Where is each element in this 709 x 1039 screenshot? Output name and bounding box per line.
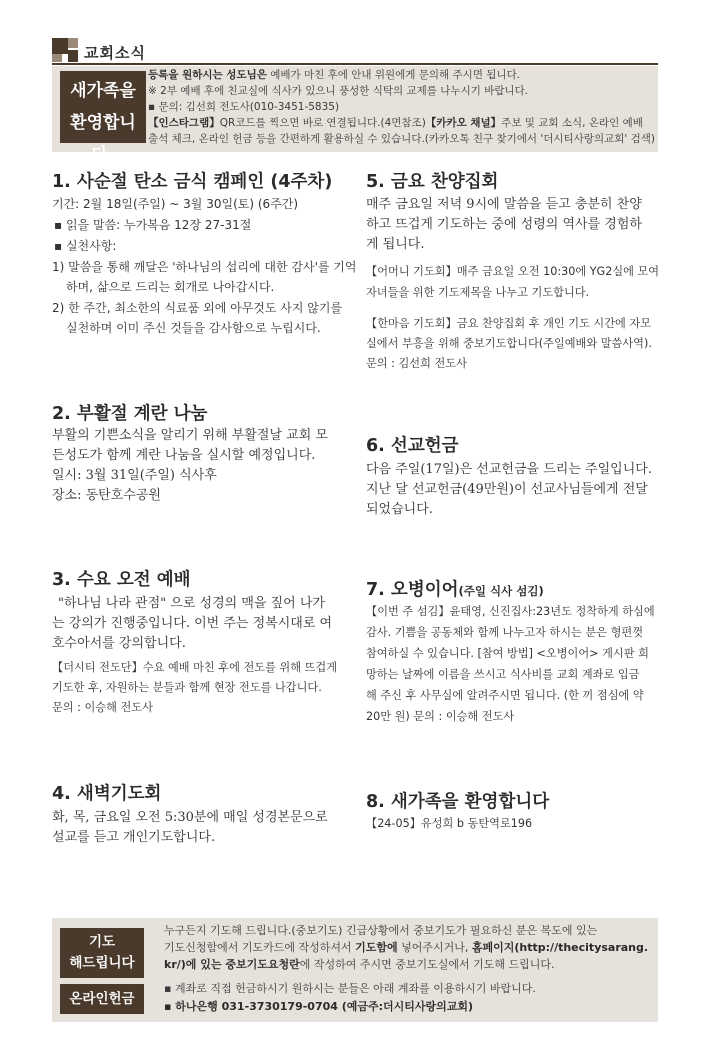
- s7-title-main: 7. 오병이어: [366, 580, 459, 600]
- section-6-title: 6. 선교헌금: [366, 436, 459, 456]
- s5-line6: 【한마음 기도회】금요 찬양집회 후 개인 기도 시간에 자모: [366, 317, 652, 330]
- welcome-line-1: [148, 68, 520, 82]
- homepage-request-text: kr/)에 있는 중보기도요청란: [164, 958, 300, 971]
- welcome-line-5: 출석 체크, 온라인 헌금 등을 간편하게 활용하실 수 있습니다.(카카오톡 친구 찾기에서 '더시티사랑의교회' 검색): [148, 133, 655, 145]
- kakao-label: 【카카오 채널】: [425, 117, 502, 129]
- s2-line1: 부활의 기쁜소식을 알리기 위해 부활절날 교회 모: [52, 428, 328, 443]
- s4-line2: 설교를 듣고 개인기도합니다.: [52, 830, 216, 845]
- s8-line1: 【24-05】유성희 b 동탄역로196: [366, 817, 533, 830]
- kakao-text: 주보 및 교회 소식, 온라인 예배: [501, 117, 643, 129]
- header-divider: [52, 63, 658, 65]
- online-offering-badge: 온라인헌금: [60, 984, 144, 1014]
- footer-line-2: [164, 941, 648, 955]
- s3-line2: 는 강의가 진행중입니다. 이번 주는 정복시대로 여: [52, 616, 333, 631]
- s5-line4: 【어머니 기도회】매주 금요일 오전 10:30에 YG2실에 모여: [366, 265, 660, 278]
- header-title: 교회소식: [84, 44, 146, 62]
- s5-line2: 하고 뜨겁게 기도하는 중에 성령의 역사를 경험하: [366, 217, 642, 232]
- welcome-line-3: ▪ 문의: 김선희 전도사(010-3451-5835): [148, 101, 340, 113]
- s1-reading: ▪ 읽을 말씀: 누가복음 12장 27-31절: [54, 218, 252, 232]
- welcome-badge-line1: 새가족을: [70, 81, 136, 101]
- bank-account: ▪ 하나은행 031-3730179-0704 (예금주:더시티사랑의교회): [164, 1000, 474, 1013]
- s7-line2: 감사. 기쁨을 공동체와 함께 나누고자 하시는 분은 형편껏: [366, 626, 644, 639]
- s4-line1: 화, 목, 금요일 오전 5:30분에 매일 성경본문으로: [52, 810, 328, 825]
- s1-practice: ▪ 실천사항:: [54, 239, 117, 253]
- section-4-title: 4. 새벽기도회: [52, 784, 162, 804]
- homepage-link[interactable]: 홈페이지(http://thecitysarang.: [471, 941, 649, 954]
- header-decoration-icon: [52, 38, 68, 54]
- s7-title-sub: (주일 식사 섬김): [458, 584, 544, 598]
- s1-period: 기간: 2월 18일(주일) ~ 3월 30일(토) (6주간): [52, 197, 299, 211]
- welcome-line-2: ※ 2부 예배 후에 친교실에 식사가 있으니 풍성한 식탁의 교제를 나누시기 바랍니다.: [148, 85, 529, 97]
- section-2-title: 2. 부활절 계란 나눔: [52, 404, 208, 424]
- section-1-title: 1. 사순절 탄소 금식 캠페인 (4주차): [52, 172, 333, 192]
- welcome-box: [52, 66, 658, 165]
- s6-line1: 다음 주일(17일)은 선교헌금을 드리는 주일입니다.: [366, 462, 652, 477]
- s3-line5: 기도한 후, 자원하는 분들과 함께 현장 전도를 나갑니다.: [52, 681, 322, 694]
- s1-item1b: 하며, 삶으로 드리는 회개로 나아갑시다.: [66, 280, 275, 294]
- s7-line4: 망하는 날짜에 이름을 쓰시고 식사비를 교회 계좌로 입금: [366, 668, 640, 681]
- s5-line1: 매주 금요일 저녁 9시에 말씀을 듣고 충분히 찬양: [366, 197, 642, 212]
- s2-line3: 일시: 3월 31일(주일) 식사후: [52, 468, 217, 483]
- footer-box: [52, 918, 658, 1022]
- s1-item2a: 2) 한 주간, 최소한의 식료품 외에 아무것도 사지 않기를: [52, 301, 343, 315]
- section-8-title: 8. 새가족을 환영합니다: [366, 792, 550, 812]
- footer-line-2a: 기도신청함에서 기도카드에 작성하셔서: [164, 941, 356, 954]
- s3-line4: 【더시티 전도단】수요 예배 마친 후에 전도를 위해 뜨겁게: [52, 661, 338, 674]
- prayer-badge: [60, 928, 144, 978]
- section-5-title: 5. 금요 찬양집회: [366, 172, 499, 192]
- prayer-badge-line2: 해드립니다: [69, 955, 135, 971]
- s2-line2: 든성도가 함께 계란 나눔을 실시할 예정입니다.: [52, 448, 316, 463]
- s5-line8: 문의 : 김선희 전도사: [366, 357, 467, 370]
- s6-line2: 지난 달 선교헌금(49만원)이 선교사님들에게 전달: [366, 482, 648, 497]
- s3-line1: "하나님 나라 관점" 으로 성경의 맥을 짚어 나가: [58, 596, 325, 611]
- s5-line7: 실에서 부흥을 위해 중보기도합니다(주일예배와 말씀사역).: [366, 337, 652, 350]
- prayer-box-text: 기도함에: [355, 941, 398, 954]
- welcome-line-1-bold: 등록을 원하시는 성도님은: [148, 69, 267, 81]
- s1-item2b: 실천하며 이미 주신 것들을 감사함으로 누립시다.: [66, 321, 321, 335]
- instagram-text: QR코드를 찍으면 바로 연결됩니다.(4면참조): [219, 117, 426, 129]
- s3-line6: 문의 : 이승해 전도사: [52, 701, 153, 714]
- s3-line3: 호수아서를 강의합니다.: [52, 636, 186, 651]
- prayer-badge-line1: 기도: [88, 934, 116, 950]
- s2-line4: 장소: 동탄호수공원: [52, 488, 161, 503]
- footer-line-3b: 에 작성하여 주시면 중보기도실에서 기도해 드립니다.: [299, 958, 555, 971]
- s1-item1a: 1) 말씀을 통해 깨달은 '하나님의 섭리에 대한 감사'를 기억: [52, 260, 357, 274]
- s6-line3: 되었습니다.: [366, 502, 433, 517]
- welcome-badge-line2: 환영합니다.: [70, 113, 136, 165]
- s5-line5: 자녀들을 위한 기도제목을 나누고 기도합니다.: [366, 286, 590, 299]
- instagram-label: 【인스타그램】: [148, 117, 220, 129]
- footer-line-3: [164, 958, 554, 972]
- header-decoration-square: [52, 54, 62, 62]
- header-decoration-square: [68, 38, 78, 48]
- s5-line3: 게 됩니다.: [366, 237, 425, 252]
- footer-line-2c: 넣어주시거나,: [397, 941, 472, 954]
- s7-line3: 참여하실 수 있습니다. [참여 방법] <오병이어> 게시판 희: [366, 647, 649, 660]
- s7-line5: 해 주신 후 사무실에 알려주시면 됩니다. (한 끼 점심에 약: [366, 689, 644, 702]
- welcome-line-1-rest: 예배가 마친 후에 안내 위원에게 문의해 주시면 됩니다.: [266, 69, 521, 81]
- welcome-line-4: [148, 116, 643, 130]
- footer-line-4: ▪ 계좌로 직접 헌금하시기 원하시는 분들은 아래 계좌를 이용하시기 바랍니다.: [164, 982, 536, 995]
- section-3-title: 3. 수요 오전 예배: [52, 570, 191, 590]
- footer-line-1: 누구든지 기도해 드립니다.(중보기도) 긴급상황에서 중보기도가 필요하신 분은 복도에 있는: [164, 924, 598, 937]
- header-decoration-square: [68, 50, 78, 62]
- s7-line6: 20만 원) 문의 : 이승해 전도사: [366, 710, 515, 723]
- s7-line1: 【이번 주 섬김】윤태영, 신진집사:23년도 정착하게 하심에: [366, 605, 655, 618]
- welcome-badge: [60, 71, 146, 165]
- section-header: [52, 38, 252, 62]
- section-7-title: [366, 576, 544, 601]
